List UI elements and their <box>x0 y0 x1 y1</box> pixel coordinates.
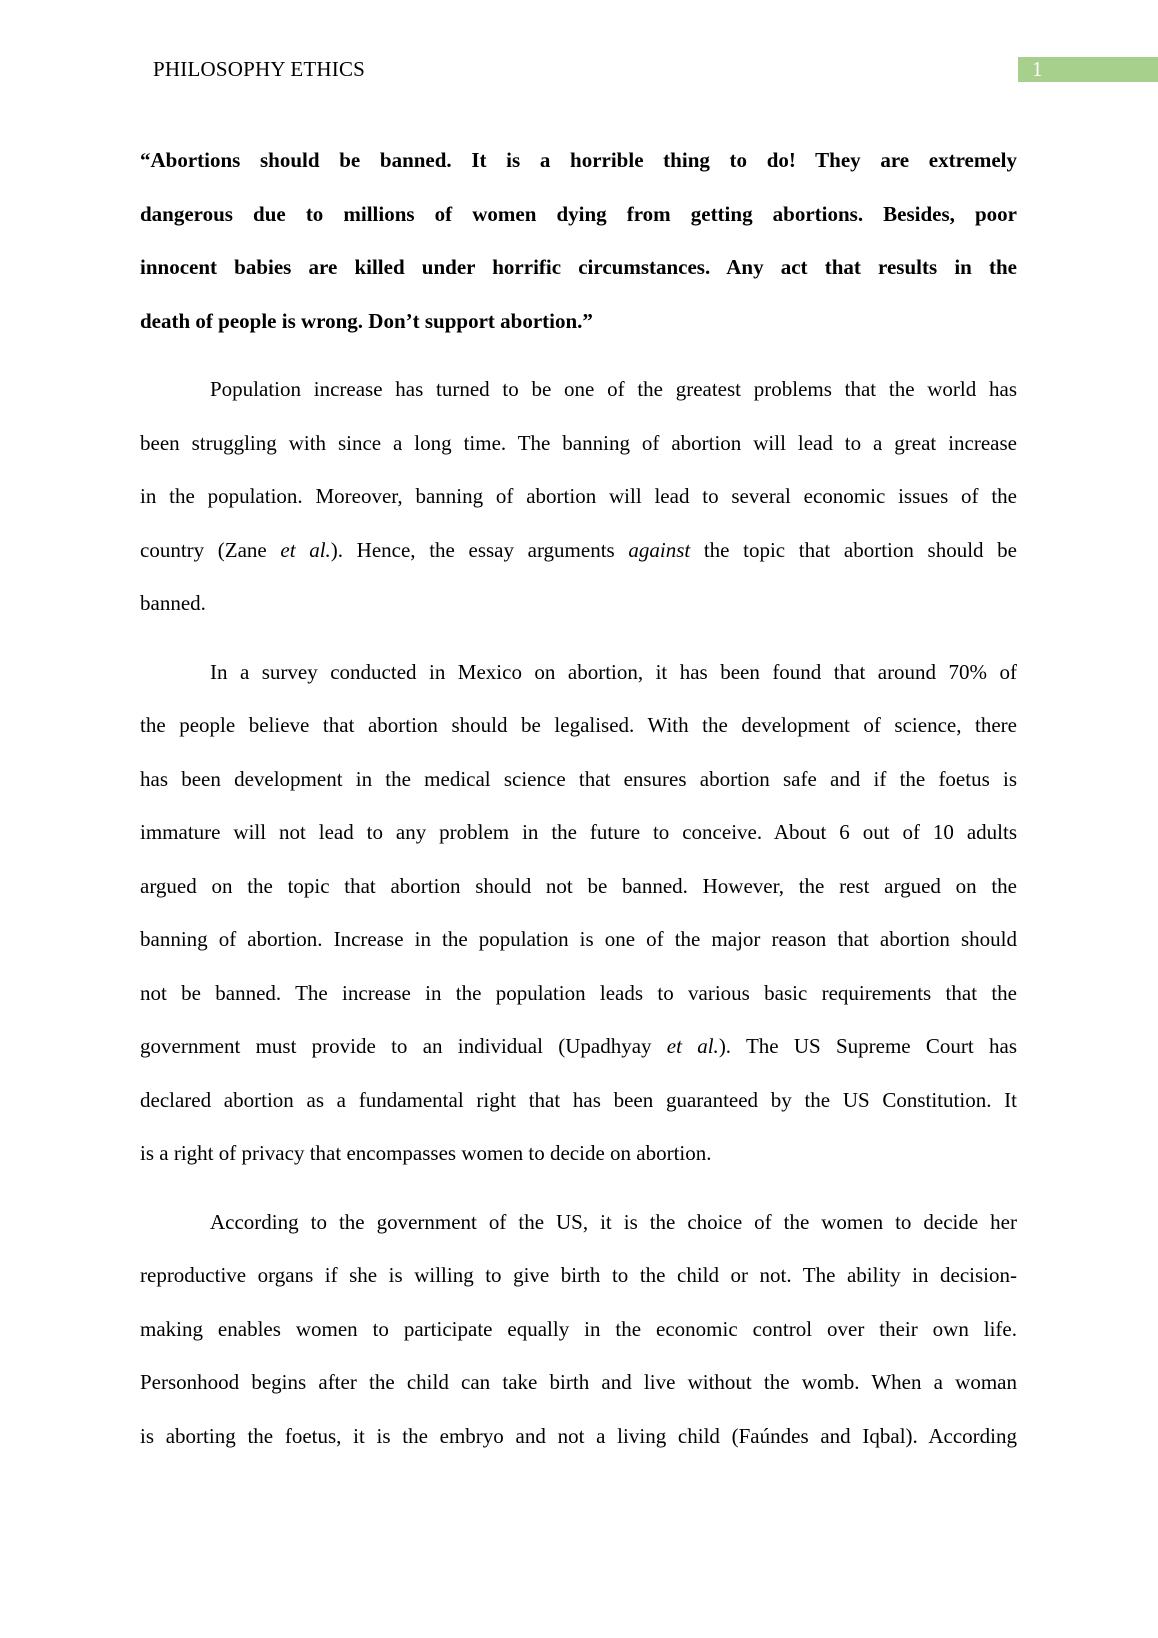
text-span: been struggling with since a long time. The banning of abortion will lead to a great increase <box>140 430 1017 455</box>
text-span: According to the government of the US, it is the choice of the women to decide her <box>210 1209 1017 1234</box>
text-span: In a survey conducted in Mexico on abortion, it has been found that around 70% of <box>210 659 1017 684</box>
text-line <box>140 1303 1017 1357</box>
text-span: ). Hence, the essay arguments <box>330 537 629 562</box>
text-span: in the population. Moreover, banning of abortion will lead to several economic issues of the <box>140 484 1017 508</box>
text-span: Population increase has turned to be one of the greatest problems that the world has <box>210 377 1017 401</box>
text-span: has been development in the medical science that ensures abortion safe and if the foetus is <box>140 766 1017 791</box>
text-span: the people believe that abortion should be legalised. With the development of science, there <box>140 713 1017 737</box>
text-line <box>140 1127 1017 1181</box>
text-line <box>140 363 1017 417</box>
text-line <box>140 1356 1017 1410</box>
text-span: immature will not lead to any problem in the future to conceive. About 6 out of 10 adults <box>140 820 1017 844</box>
paragraph <box>140 1196 1017 1464</box>
document-body <box>140 134 1017 1478</box>
text-line <box>140 646 1017 700</box>
text-span: banned. <box>140 591 206 615</box>
text-line <box>140 753 1017 807</box>
text-line <box>140 1410 1017 1464</box>
text-span: reproductive organs if she is willing to give birth to the child or not. The ability in decision- <box>140 1263 1017 1287</box>
text-span: government must provide to an individual (Upadhyay <box>140 1034 667 1058</box>
paragraph <box>140 363 1017 631</box>
running-head: PHILOSOPHY ETHICS <box>153 57 366 81</box>
text-span: death of people is wrong. Don’t support abortion.” <box>140 308 593 333</box>
text-line <box>140 134 1017 188</box>
italic-text: against <box>628 537 691 562</box>
text-line <box>140 577 1017 631</box>
text-span: ). The US Supreme Court has <box>718 1034 1017 1058</box>
paragraph <box>140 646 1017 1181</box>
quoted-statement <box>140 134 1017 348</box>
text-line <box>140 188 1017 242</box>
text-line <box>140 967 1017 1021</box>
text-span: the topic that abortion should be <box>690 537 1017 562</box>
text-span: “Abortions should be banned. It is a horrible thing to do! They are extremely <box>140 148 1017 172</box>
page-number: 1 <box>1018 57 1158 82</box>
text-line <box>140 295 1017 349</box>
italic-text: et al. <box>666 1034 719 1058</box>
italic-text: et al. <box>280 537 331 562</box>
text-span: is aborting the foetus, it is the embryo and not a living child (Faúndes and Iqbal). According <box>140 1423 1017 1448</box>
text-span: declared abortion as a fundamental right that has been guaranteed by the US Constitution. It <box>140 1087 1017 1112</box>
text-span: banning of abortion. Increase in the population is one of the major reason that abortion should <box>140 927 1017 951</box>
text-line <box>140 1196 1017 1250</box>
text-line <box>140 1074 1017 1128</box>
text-span: Personhood begins after the child can take birth and live without the womb. When a woman <box>140 1370 1017 1394</box>
text-span: argued on the topic that abortion should not be banned. However, the rest argued on the <box>140 873 1017 898</box>
text-line <box>140 470 1017 524</box>
text-line <box>140 913 1017 967</box>
text-line <box>140 241 1017 295</box>
text-line <box>140 699 1017 753</box>
text-line <box>140 1249 1017 1303</box>
text-span: is a right of privacy that encompasses women to decide on abortion. <box>140 1141 712 1165</box>
text-span: not be banned. The increase in the population leads to various basic requirements that the <box>140 980 1017 1005</box>
text-span: making enables women to participate equally in the economic control over their own life. <box>140 1316 1017 1341</box>
text-span: dangerous due to millions of women dying from getting abortions. Besides, poor <box>140 201 1017 226</box>
text-line <box>140 860 1017 914</box>
text-line <box>140 806 1017 860</box>
text-span: country (Zane <box>140 537 281 562</box>
text-span: innocent babies are killed under horrific circumstances. Any act that results in the <box>140 255 1017 279</box>
text-line <box>140 524 1017 578</box>
text-line <box>140 417 1017 471</box>
text-line <box>140 1020 1017 1074</box>
